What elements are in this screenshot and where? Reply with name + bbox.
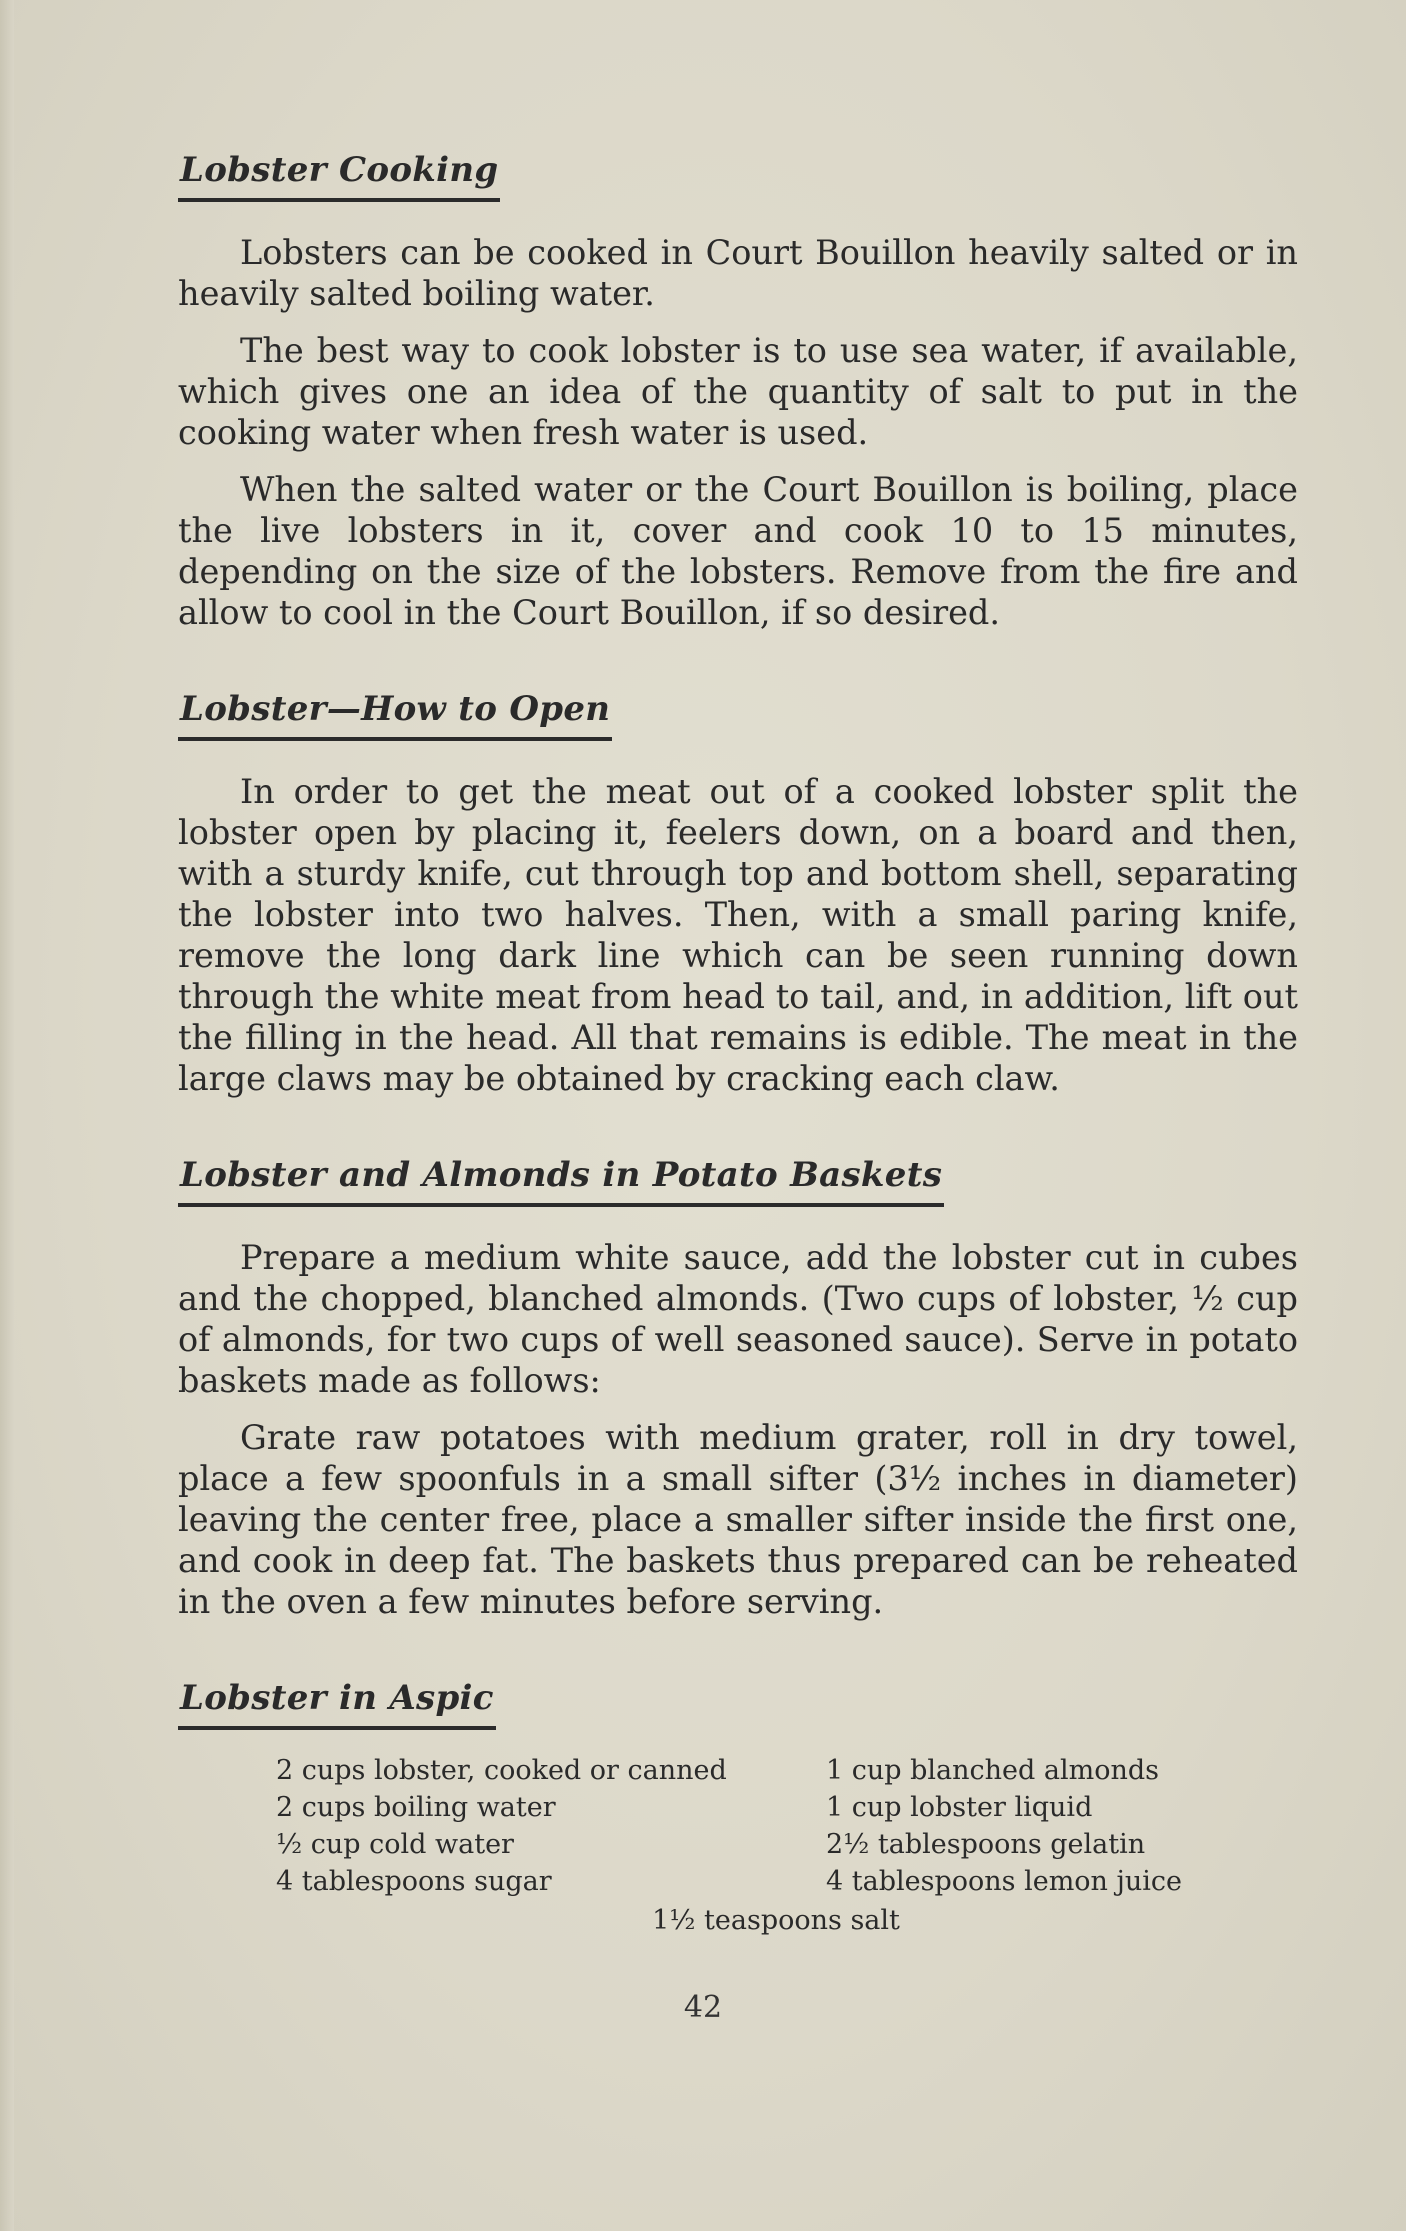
- ingredient-item: 2 cups boiling water: [276, 1792, 556, 1823]
- ingredient-item: 2 cups lobster, cooked or canned: [276, 1755, 727, 1786]
- section-title: Lobster and Almonds in Potato Baskets: [178, 1155, 944, 1207]
- section-lobster-cooking: [178, 150, 1298, 633]
- section-lobster-how-to-open: [178, 689, 1298, 1099]
- page-spine-shadow: [0, 0, 14, 2231]
- paragraph: Prepare a medium white sauce, add the lobster cut in cubes and the chopped, blanched almonds. (Two cups of lobster, ½ cup of almonds, for two cups of well seasoned sauce). Serve in potato baskets made as follows:: [178, 1238, 1298, 1400]
- ingredient-item: 1 cup lobster liquid: [826, 1792, 1093, 1823]
- ingredient-column-left: [276, 1752, 727, 1900]
- section-title: Lobster in Aspic: [178, 1678, 496, 1730]
- ingredient-column-right: [826, 1752, 1236, 1900]
- ingredient-item-centered: 1½ teaspoons salt: [652, 1905, 900, 1936]
- ingredient-list: [276, 1752, 1236, 1939]
- ingredient-item: 4 tablespoons sugar: [276, 1866, 552, 1897]
- paragraph: The best way to cook lobster is to use sea water, if available, which gives one an idea of the quantity of salt to put in the cooking water when fresh water is used.: [178, 331, 1298, 452]
- paragraph: When the salted water or the Court Bouillon is boiling, place the live lobsters in it, cover and cook 10 to 15 minutes, depending on the size of the lobsters. Remove from the fire and allow to cool in the Court Bouillon, if so desired.: [178, 470, 1298, 632]
- section-title: Lobster Cooking: [178, 150, 500, 202]
- paragraph: Grate raw potatoes with medium grater, roll in dry towel, place a few spoonfuls in a small sifter (3½ inches in diameter) leaving the center free, place a smaller sifter inside the first one, and cook in deep fat. The baskets thus prepared can be reheated in the oven a few minutes before serving.: [178, 1418, 1298, 1621]
- ingredient-item: 4 tablespoons lemon juice: [826, 1866, 1183, 1897]
- ingredient-item: 2½ tablespoons gelatin: [826, 1829, 1146, 1860]
- paragraph: Lobsters can be cooked in Court Bouillon heavily salted or in heavily salted boiling water.: [178, 233, 1298, 313]
- ingredient-item: 1 cup blanched almonds: [826, 1755, 1160, 1786]
- section-lobster-almonds-potato-baskets: [178, 1155, 1298, 1622]
- section-title: Lobster—How to Open: [178, 689, 612, 741]
- page-content: [178, 150, 1298, 1939]
- page-number: 42: [683, 1990, 723, 2025]
- paragraph: In order to get the meat out of a cooked lobster split the lobster open by placing it, feelers down, on a board and then, with a sturdy knife, cut through top and bottom shell, separating the lobster into two halves. Then, with a small paring knife, remove the long dark line which can be seen running down through the white meat from head to tail, and, in addition, lift out the filling in the head. All that remains is edible. The meat in the large claws may be obtained by cracking each claw.: [178, 772, 1298, 1098]
- ingredient-item: ½ cup cold water: [276, 1829, 514, 1860]
- section-lobster-in-aspic: [178, 1678, 1298, 1939]
